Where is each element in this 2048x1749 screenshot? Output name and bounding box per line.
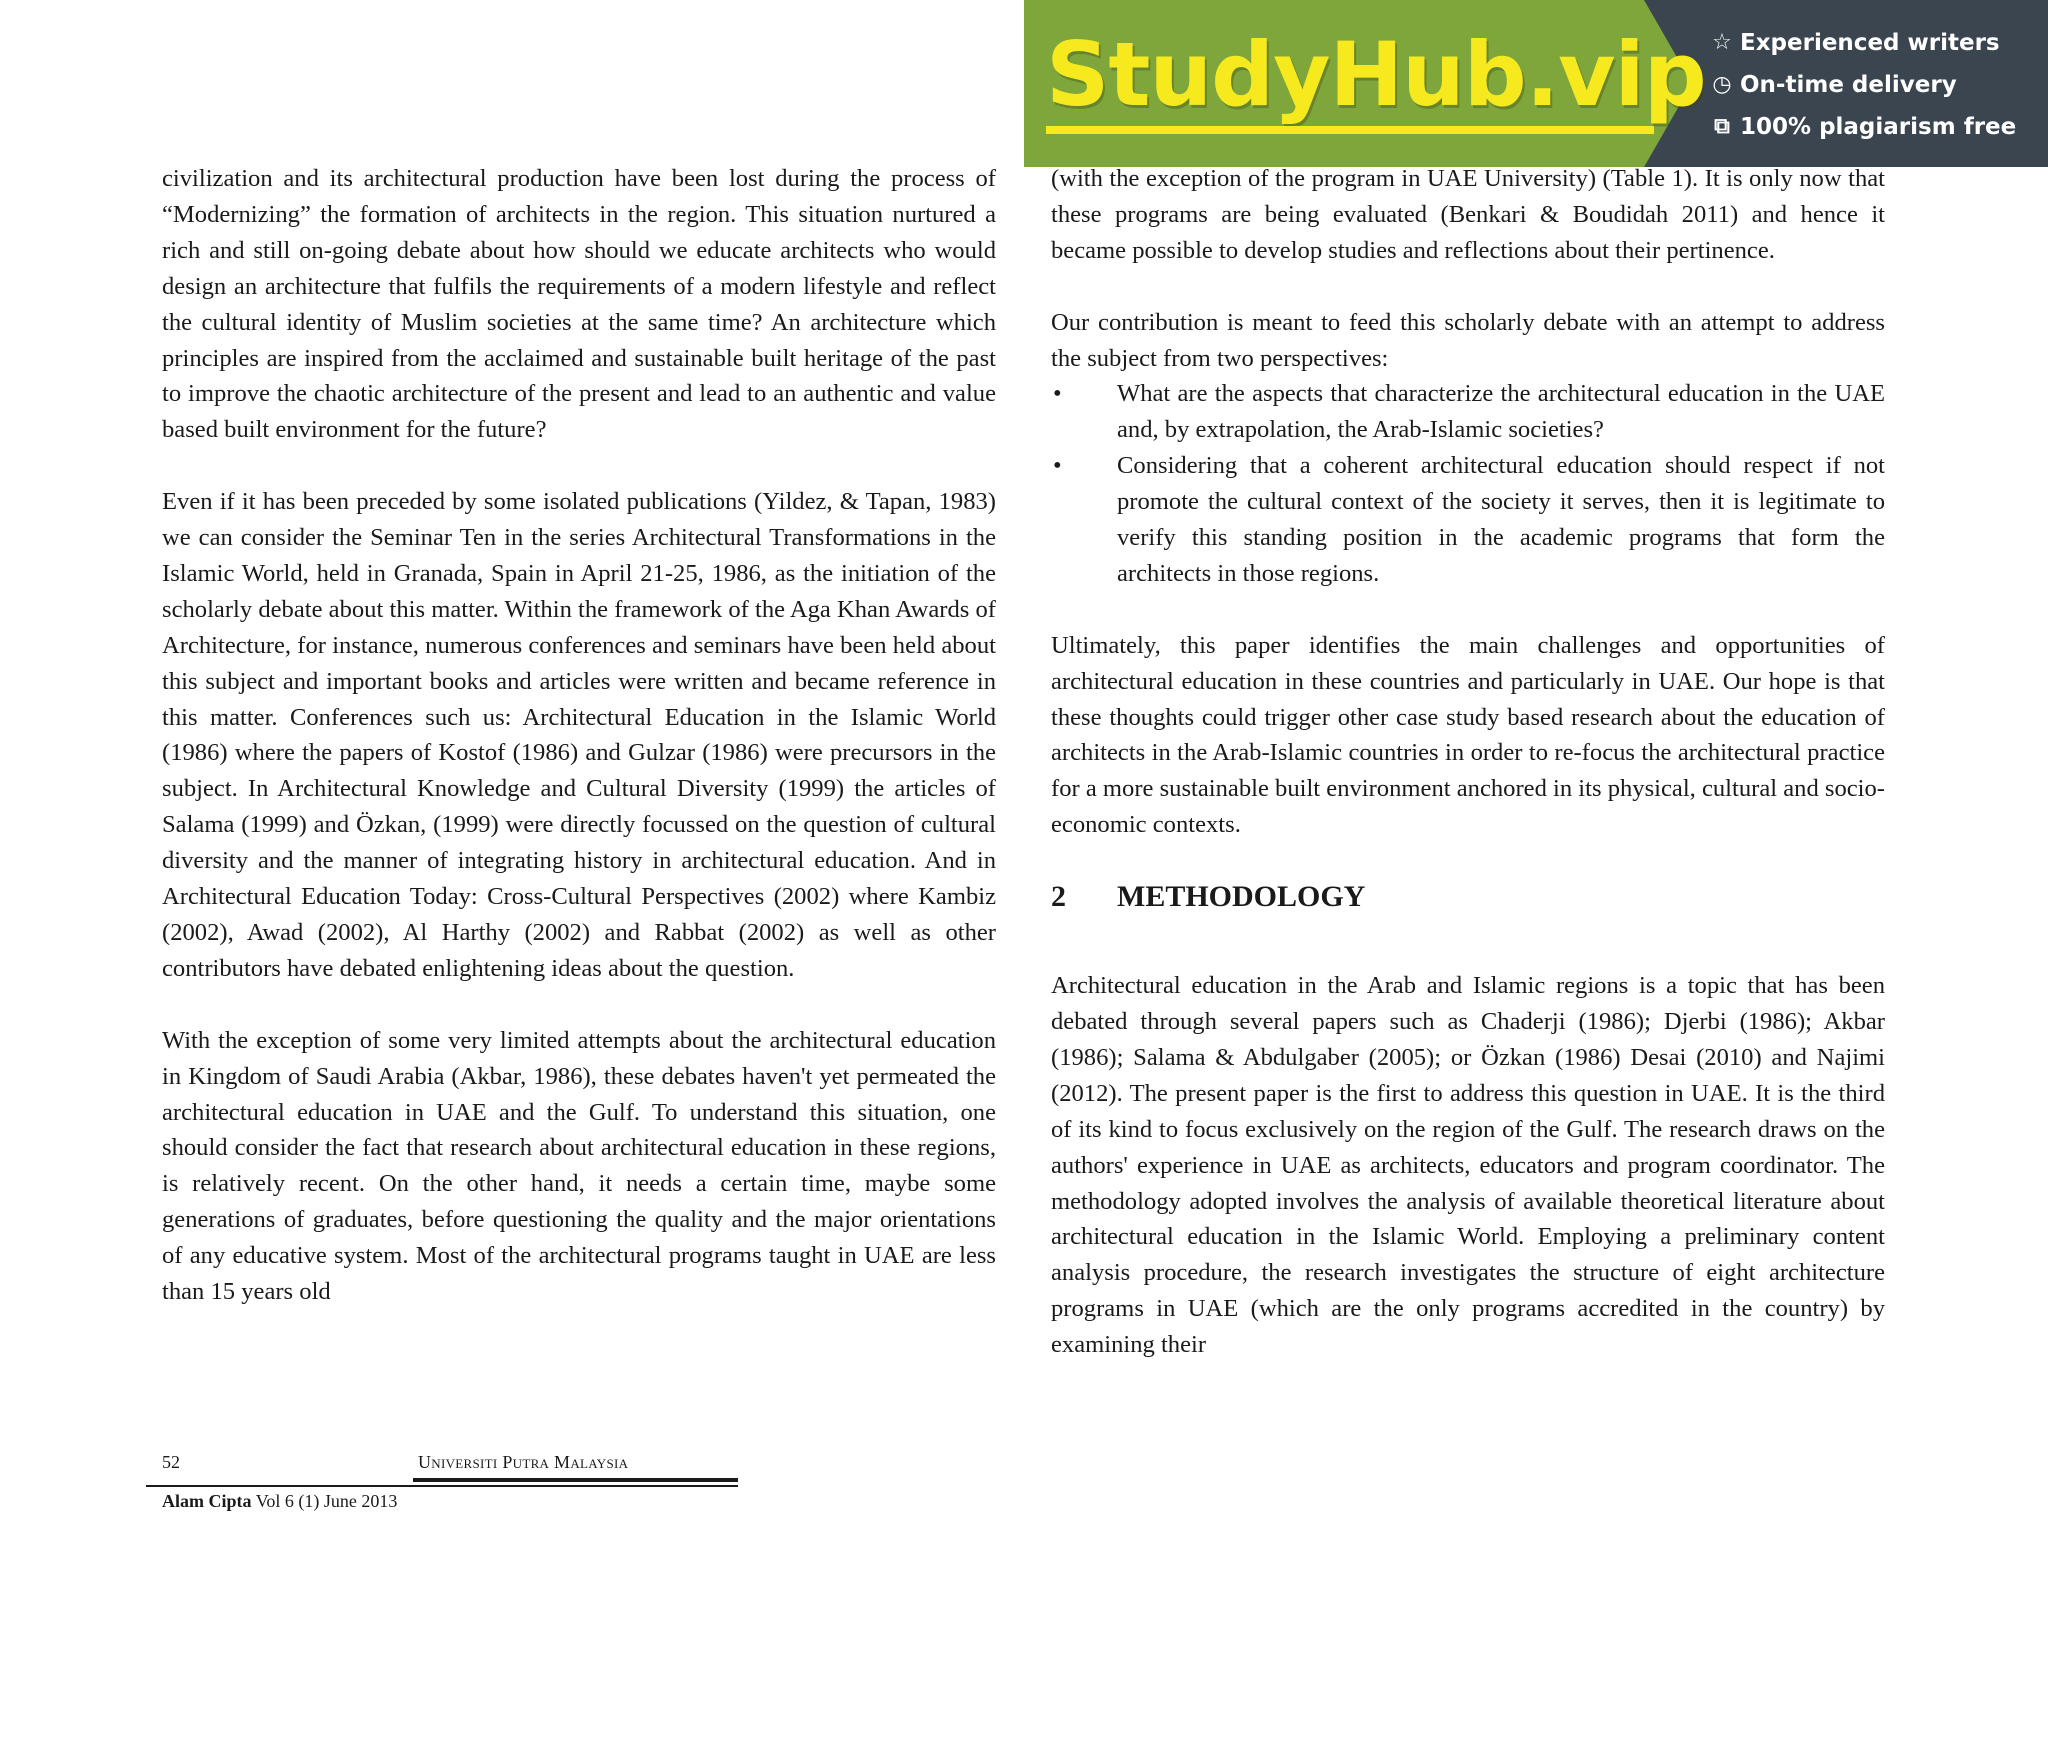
university-name: Universiti Putra Malaysia xyxy=(418,1452,629,1472)
list-item-text: Considering that a coherent architectural education should respect if not promote the cultural context of the society it serves, then it is legitimate to verify this standing position in the academic programs that form the architects in those regions. xyxy=(1117,452,1885,587)
feature-label: Experienced writers xyxy=(1740,30,2000,56)
copy-document-icon: ⧉ xyxy=(1714,114,1730,139)
footer-rule-thick xyxy=(413,1478,738,1482)
journal-citation xyxy=(162,1489,397,1513)
feature-plagiarism-free xyxy=(1710,112,2016,142)
body-paragraph: With the exception of some very limited attempts about the architectural education in Kingdom of Saudi Arabia (Akbar, 1986), these debates haven't yet permeated the architectural education in UAE and the Gulf. To understand this situation, one should consider the fact that research about architectural education in these regions, is relatively recent. On the other hand, it needs a certain time, maybe some generations of graduates, before questioning the quality and the major orientations of any educative system. Most of the architectural programs taught in UAE are less than 15 years old xyxy=(162,1026,996,1306)
studyhub-banner[interactable] xyxy=(1024,0,2048,167)
journal-issue: Vol 6 (1) June 2013 xyxy=(255,1491,398,1511)
section-title: METHODOLOGY xyxy=(1117,880,1366,914)
feature-label: On-time delivery xyxy=(1740,72,1957,98)
perspectives-list xyxy=(1051,376,1885,591)
star-outline-icon: ☆ xyxy=(1712,30,1732,55)
section-number: 2 xyxy=(1051,880,1066,914)
list-item-text: What are the aspects that characterize the architectural education in the UAE and, by extrapolation, the Arab-Islamic societies? xyxy=(1117,380,1885,444)
body-paragraph: Even if it has been preceded by some isolated publications (Yildez, & Tapan, 1983) we can consider the Seminar Ten in the series Architectural Transformations in the Islamic World, held in Granada, Spain in April 21-25, 1986, as the initiation of the scholarly debate about this matter. Within the framework of the Aga Khan Awards of Architecture, for instance, numerous conferences and seminars have been held about this subject and important books and articles were written and became reference in this matter. Conferences such us: Architectural Education in the Islamic World (1986) where the papers of Kostof (1986) and Gulzar (1986) were precursors in the subject. In Architectural Knowledge and Cultural Diversity (1999) the articles of Salama (1999) and Özkan, (1999) were directly focussed on the question of cultural diversity and the manner of integrating history in architectural education. And in Architectural Education Today: Cross-Cultural Perspectives (2002) where Kambiz (2002), Awad (2002), Al Harthy (2002) and Rabbat (2002) as well as other contributors have debated enlightening ideas about the question. xyxy=(162,488,996,982)
logo-underline xyxy=(1046,126,1654,134)
body-paragraph: Ultimately, this paper identifies the main challenges and opportunities of architectural education in these countries and particularly in UAE. Our hope is that these thoughts could trigger other case study based research about the education of architects in the Arab-Islamic countries in order to re-focus the architectural practice for a more sustainable built environment anchored in its physical, cultural and socio-economic contexts. xyxy=(1051,631,1885,839)
section-heading xyxy=(1051,879,1885,915)
feature-experienced-writers xyxy=(1710,28,2000,58)
studyhub-logo[interactable]: StudyHub.vip xyxy=(1046,23,1706,126)
page-number: 52 xyxy=(162,1452,180,1472)
body-paragraph: (with the exception of the program in UAE University) (Table 1). It is only now that these programs are being evaluated (Benkari & Boudidah 2011) and hence it became possible to develop studies and reflections about their pertinence. xyxy=(1051,165,1885,264)
list-item xyxy=(1051,448,1885,592)
body-paragraph: civilization and its architectural production have been lost during the process of “Modernizing” the formation of architects in the region. This situation nurtured a rich and still on-going debate about how should we educate architects who would design an architecture that fulfils the requirements of a modern lifestyle and reflect the cultural identity of Muslim societies at the same time? An architecture which principles are inspired from the acclaimed and sustainable built heritage of the past to improve the chaotic architecture of the present and lead to an authentic and value based built environment for the future? xyxy=(162,165,996,444)
journal-name: Alam Cipta xyxy=(162,1491,252,1511)
left-column xyxy=(162,161,996,1310)
clock-icon: ◷ xyxy=(1712,72,1732,97)
body-paragraph: Our contribution is meant to feed this scholarly debate with an attempt to address the subject from two perspectives: xyxy=(1051,308,1885,372)
right-column xyxy=(1051,161,1885,1363)
feature-on-time-delivery xyxy=(1710,70,1957,100)
body-paragraph: Architectural education in the Arab and Islamic regions is a topic that has been debated through several papers such as Chaderji (1986); Djerbi (1986); Akbar (1986); Salama & Abdulgaber (2005); or Özkan (1986) Desai (2010) and Najimi (2012). The present paper is the first to address this question in UAE. It is the third of its kind to focus exclusively on the region of the Gulf. The research draws on the authors' experience in UAE as architects, educators and program coordinator. The methodology adopted involves the analysis of available theoretical literature about architectural education in the Islamic World. Employing a preliminary content analysis procedure, the research investigates the structure of eight architecture programs in UAE (which are the only programs accredited in the country) by examining their xyxy=(1051,972,1885,1359)
bullet-icon: • xyxy=(1053,452,1062,480)
feature-label: 100% plagiarism free xyxy=(1740,114,2017,140)
bullet-icon: • xyxy=(1053,380,1062,408)
list-item xyxy=(1051,376,1885,448)
footer-rule-thin xyxy=(146,1485,738,1487)
